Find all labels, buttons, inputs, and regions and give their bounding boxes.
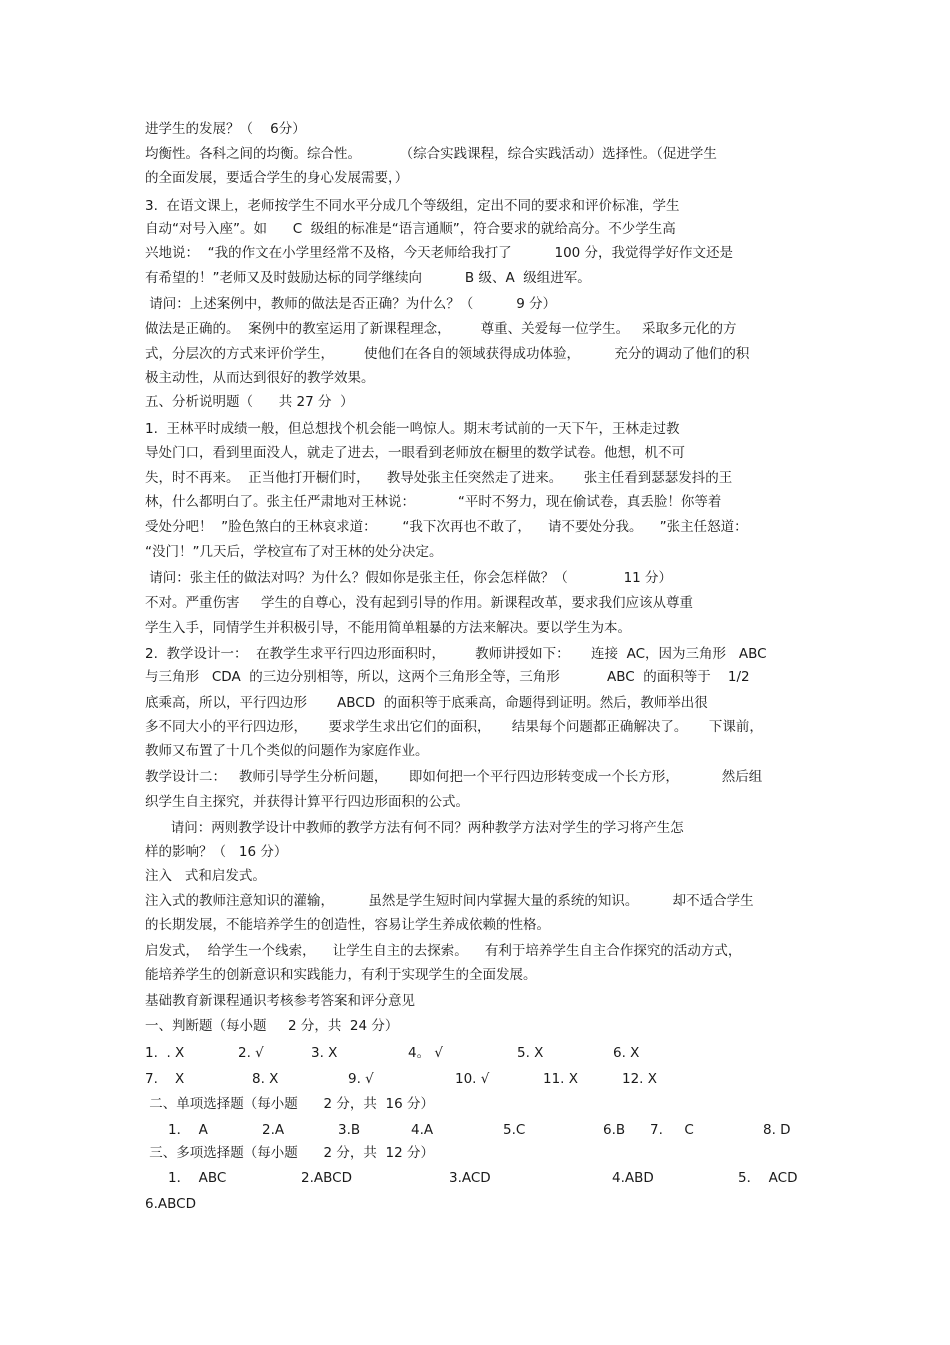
section-heading: 五、分析说明题（ 共 27 分 ）: [145, 394, 354, 410]
answer-item: 4.ABD: [612, 1170, 654, 1186]
text-line: 注入 式和启发式。: [145, 868, 266, 884]
answer-item: 5.C: [503, 1122, 526, 1138]
answer-item: 3.ACD: [449, 1170, 491, 1186]
text-line: 有希望的！”老师又及时鼓励达标的同学继续向 B 级、A 级组进军。: [145, 270, 591, 286]
text-line: 3. 在语文课上，老师按学生不同水平分成几个等级组，定出不同的要求和评价标准，学生: [145, 198, 680, 214]
answer-item: 2.ABCD: [301, 1170, 352, 1186]
text-line: 学生入手，同情学生并积极引导，不能用简单粗暴的方法来解决。要以学生为本。: [145, 620, 631, 636]
answer-item: 1． ABC: [168, 1170, 227, 1186]
answer-item: 12. X: [622, 1071, 658, 1087]
text-line: 请问：张主任的做法对吗？为什么？假如你是张主任，你会怎样做？（ 11 分）: [145, 570, 673, 586]
answer-item: 8. D: [763, 1122, 791, 1138]
text-line: 与三角形 CDA 的三边分别相等，所以，这两个三角形全等，三角形 ABC 的面积等于 1/2: [145, 669, 750, 685]
section-heading: 二、单项选择题（每小题 2 分，共 16 分）: [145, 1096, 434, 1112]
answer-item: 10. √: [455, 1071, 490, 1087]
text-line: 的全面发展，要适合学生的身心发展需要，）: [145, 170, 409, 186]
text-line: 式，分层次的方式来评价学生， 使他们在各自的领域获得成功体验， 充分的调动了他们的积: [145, 346, 750, 362]
answer-item: 8. X: [252, 1071, 279, 1087]
answer-item: 3.B: [338, 1122, 361, 1138]
text-line: 导处门口，看到里面没人，就走了进去，一眼看到老师放在橱里的数学试卷。他想，机不可: [145, 445, 685, 461]
text-line: 极主动性，从而达到很好的教学效果。: [145, 370, 375, 386]
answer-item: 1. . X: [145, 1045, 185, 1061]
text-line: “没门！”几天后，学校宣布了对王林的处分决定。: [145, 544, 443, 560]
answer-item: 7. C: [650, 1122, 694, 1138]
text-line: 请问：两则教学设计中教师的教学方法有何不同？两种教学方法对学生的学习将产生怎: [145, 820, 684, 836]
answer-item: 11. X: [543, 1071, 579, 1087]
text-line: 教师又布置了十几个类似的问题作为家庭作业。: [145, 743, 429, 759]
text-line: 1. 王林平时成绩一般，但总想找个机会能一鸣惊人。期末考试前的一天下午，王林走过教: [145, 421, 680, 437]
text-line: 兴地说： “我的作文在小学里经常不及格，今天老师给我打了 100 分，我觉得学好作文还是: [145, 245, 734, 261]
answer-item: 6.B: [603, 1122, 626, 1138]
text-line: 不对。严重伤害 学生的自尊心，没有起到引导的作用。新课程改革，要求我们应该从尊重: [145, 595, 693, 611]
answer-item: 5． ACD: [738, 1170, 798, 1186]
text-line: 启发式， 给学生一个线索， 让学生自主的去探索。 有利于培养学生自主合作探究的活动方式，: [145, 943, 742, 959]
text-line: 织学生自主探究，并获得计算平行四边形面积的公式。: [145, 794, 469, 810]
text-line: 样的影响？（ 16 分）: [145, 844, 288, 860]
answer-item: 2.A: [262, 1122, 285, 1138]
answer-key-title: 基础教育新课程通识考核参考答案和评分意见: [145, 993, 415, 1009]
text-line: 林，什么都明白了。张主任严肃地对王林说： “平时不努力，现在偷试卷，真丢脸！你等着: [145, 494, 722, 510]
text-line: 注入式的教师注意知识的灌输， 虽然是学生短时间内掌握大量的系统的知识。 却不适合学生: [145, 893, 754, 909]
answer-item: 4。 √: [408, 1045, 443, 1061]
answer-item: 7. X: [145, 1071, 185, 1087]
answer-item: 6. X: [613, 1045, 640, 1061]
answer-item: 9. √: [348, 1071, 374, 1087]
section-heading: 一、判断题（每小题 2 分，共 24 分）: [145, 1018, 399, 1034]
text-line: 能培养学生的创新意识和实践能力，有利于实现学生的全面发展。: [145, 967, 537, 983]
text-line: 底乘高，所以，平行四边形 ABCD 的面积等于底乘高，命题得到证明。然后，教师举出很: [145, 695, 708, 711]
answer-item: 6.ABCD: [145, 1196, 196, 1212]
text-line: 教学设计二： 教师引导学生分析问题， 即如何把一个平行四边形转变成一个长方形， 然后组: [145, 769, 763, 785]
answer-item: 1． A: [168, 1122, 208, 1138]
text-line: 受处分吧！ ”脸色煞白的王林哀求道： “我下次再也不敢了， 请不要处分我。 ”张主任怒道：: [145, 519, 748, 535]
text-line: 的长期发展，不能培养学生的创造性，容易让学生养成依赖的性格。: [145, 917, 550, 933]
answer-item: 5. X: [517, 1045, 544, 1061]
answer-item: 4.A: [411, 1122, 434, 1138]
answer-item: 3. X: [311, 1045, 338, 1061]
text-line: 2. 教学设计一： 在教学生求平行四边形面积时， 教师讲授如下： 连接 AC，因为三角形 ABC: [145, 646, 767, 662]
text-line: 自动“对号入座”。如 C 级组的标准是“语言通顺”，符合要求的就给高分。不少学生高: [145, 221, 676, 237]
text-line: 失，时不再来。 正当他打开橱们时， 教导处张主任突然走了进来。 张主任看到瑟瑟发抖的王: [145, 470, 733, 486]
text-line: 多不同大小的平行四边形， 要求学生求出它们的面积， 结果每个问题都正确解决了。 下课前，: [145, 719, 763, 735]
text-line: 做法是正确的。 案例中的教室运用了新课程理念， 尊重、关爱每一位学生。 采取多元化的方: [145, 321, 737, 337]
text-line: 进学生的发展？（ 6分）: [145, 121, 306, 137]
section-heading: 三、多项选择题（每小题 2 分，共 12 分）: [145, 1145, 434, 1161]
text-line: 均衡性。各科之间的均衡。综合性。 （综合实践课程，综合实践活动）选择性。（促进学生: [145, 146, 717, 162]
answer-item: 2. √: [238, 1045, 264, 1061]
text-line: 请问：上述案例中，教师的做法是否正确？为什么？（ 9 分）: [145, 296, 557, 312]
